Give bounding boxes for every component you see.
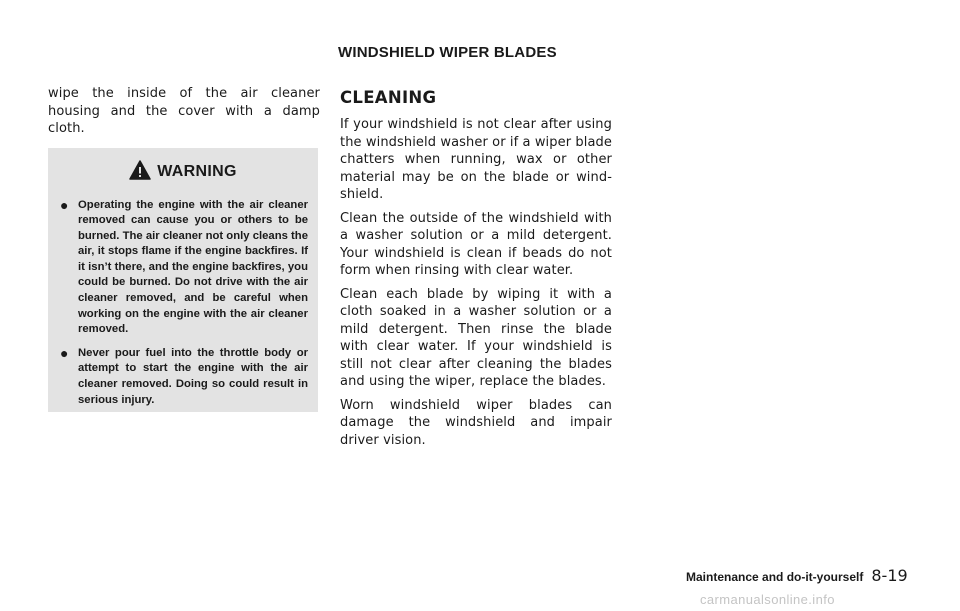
warning-triangle-icon [129, 160, 151, 184]
warning-item [58, 198, 308, 338]
cleaning-paragraph: If your windshield is not clear after using the windshield washer or if a wiper blade chatters when running, wax or other material may be on the blade or wind-shield. [340, 117, 612, 202]
left-column [48, 85, 320, 412]
cleaning-paragraph: Clean the outside of the windshield with a washer solution or a mild detergent. Your windshield is clean if beads do not form when rinsing with clear water. [340, 210, 612, 278]
warning-box [48, 148, 318, 412]
page-number: 8-19 [871, 566, 908, 585]
warning-item-text: Operating the engine with the air cleaner removed can cause you or others to be burned. The air cleaner not only cleans the air, it stops flame if the engine backfires. If it isn’t there, and the engine backfires, you could be burned. Do not drive with the air cleaner removed, and be careful when working on the engine with the air cleaner removed. [78, 198, 308, 336]
footer-section-label: Maintenance and do-it-yourself [686, 570, 864, 584]
warning-label: WARNING [157, 162, 237, 180]
page-footer [686, 566, 908, 585]
page-title: WINDSHIELD WIPER BLADES [338, 44, 557, 61]
warning-list [58, 198, 308, 409]
warning-item-text: Never pour fuel into the throttle body or attempt to start the engine with the air cleaner removed. Doing so could result in serious injury. [78, 346, 308, 406]
cleaning-paragraph: Worn windshield wiper blades can damage the windshield and impair driver vision. [340, 397, 612, 448]
right-column [340, 88, 612, 455]
section-heading-cleaning: CLEANING [340, 88, 437, 107]
cleaning-paragraph: Clean each blade by wiping it with a cloth soaked in a washer solution or a mild detergent. Then rinse the blade with clear water. If your windshield is still not clear after cleaning the blades and using the wiper, replace the blades. [340, 286, 612, 389]
intro-paragraph: wipe the inside of the air cleaner housing and the cover with a damp cloth. [48, 86, 320, 136]
bullet-icon: ● [60, 196, 69, 213]
bullet-icon: ● [60, 344, 69, 361]
warning-item [58, 346, 308, 408]
watermark: carmanualsonline.info [700, 592, 835, 607]
warning-header [58, 160, 308, 184]
